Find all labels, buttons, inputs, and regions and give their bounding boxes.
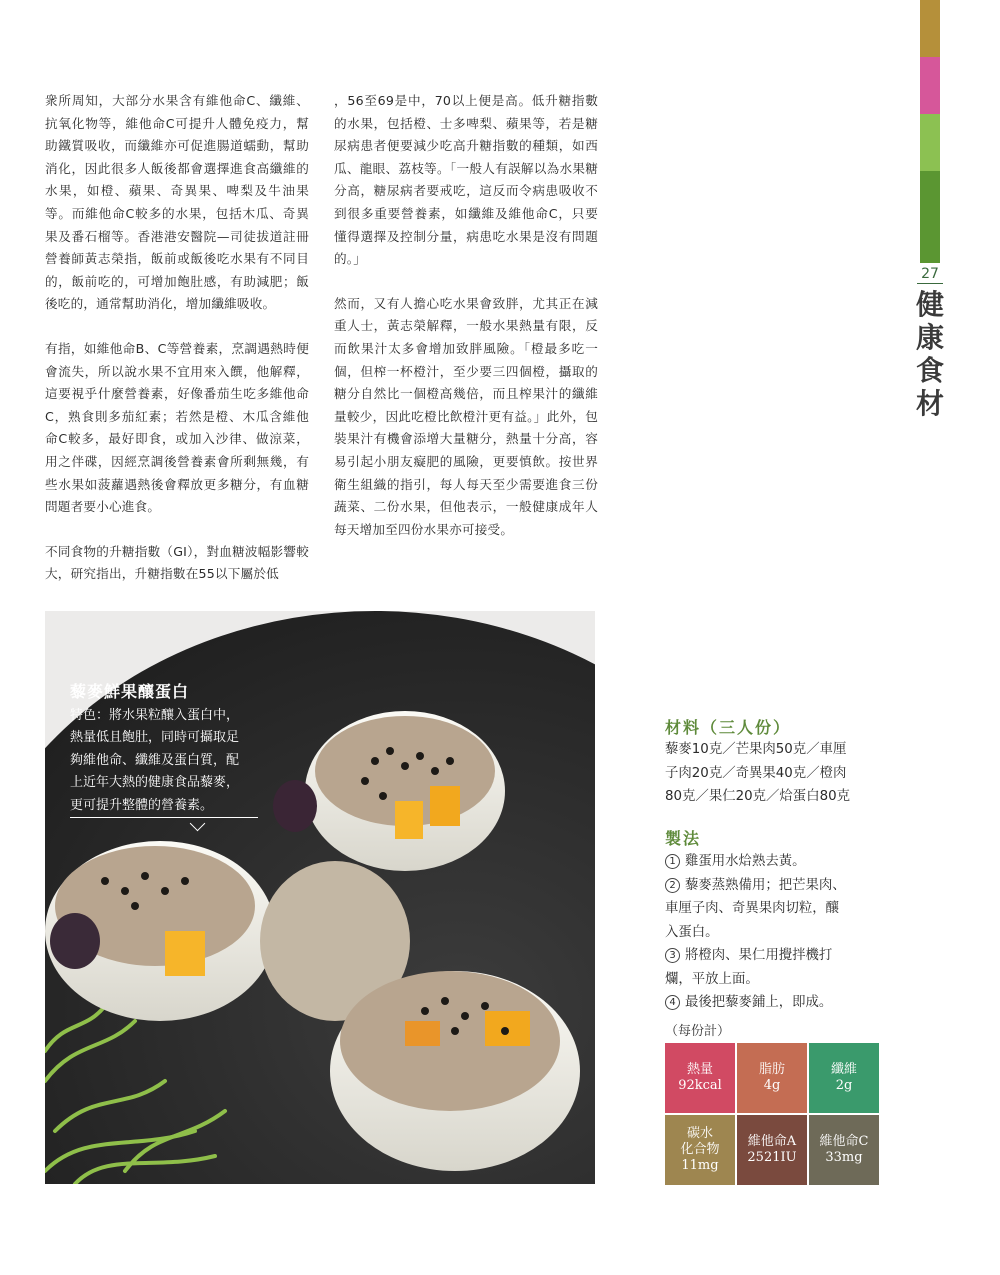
nutrition-cell-calories — [665, 1043, 735, 1113]
color-tab-gold — [920, 0, 940, 57]
step-text: 最後把藜麥鋪上，即成。 — [685, 995, 833, 1010]
article-paragraph: 然而，又有人擔心吃水果會致胖，尤其正在減重人士，黃志榮解釋，一般水果熱量有限，反而飲果汁太多會增加致胖風險。「橙最多吃一個，但榨一杯橙汁，至少要三四個橙，攝取的糖分自然比一個橙高幾倍，而且榨果汁的纖維量較少，因此吃橙比飲橙汁更有益。」此外，包裝果汁有機會添增大量糖分，熱量十分高，容易引起小朋友癡肥的風險，更要慎飲。按世界衛生組織的指引，每人每天至少需要進食三份蔬菜、二份水果，但他表示，一般健康成年人每天增加至四份水果亦可接受。 — [334, 295, 598, 537]
method-title: 製法 — [665, 829, 702, 848]
step-text: 爛，平放上面。 — [665, 971, 759, 987]
method-step — [665, 991, 870, 1015]
nutrition-label: 脂肪 — [758, 1062, 785, 1077]
per-serving-label: （每份計） — [665, 1024, 731, 1039]
step-text: 車厘子肉、奇異果肉切粒，釀 — [665, 901, 840, 916]
materials-line: 子肉20克／奇異果40克／橙肉 — [665, 765, 847, 781]
dish-photo — [45, 611, 595, 1184]
nutrition-label: 碳水 — [686, 1126, 713, 1141]
method-steps — [665, 850, 870, 1015]
materials-line: 80克／果仁20克／烚蛋白80克 — [665, 789, 851, 804]
method-step — [665, 874, 870, 945]
method-step — [665, 944, 870, 991]
caption-title: 藜麥鮮果釀蛋白 — [70, 682, 190, 701]
materials-title: 材料（三人份） — [665, 718, 792, 737]
step-number-icon: 2 — [665, 878, 680, 893]
nutrition-cell-fiber — [809, 1043, 879, 1113]
nutrition-cell-carbs — [665, 1115, 735, 1185]
caption-line: 更可提升整體的營養素。 — [70, 797, 214, 813]
nutrition-value: 2g — [835, 1078, 853, 1093]
caption-line: 特色：將水果粒釀入蛋白中， — [70, 707, 240, 723]
article-column-2 — [334, 90, 598, 563]
section-title-char: 康 — [915, 321, 944, 354]
materials-list — [665, 738, 865, 809]
article-column-1 — [45, 90, 309, 608]
nutrition-label: 化合物 — [680, 1142, 720, 1157]
section-title — [912, 288, 948, 420]
step-text: 雞蛋用水烚熟去黃。 — [685, 854, 806, 869]
nutrition-value: 11mg — [681, 1158, 719, 1173]
nutrition-cell-vitamin-a — [737, 1115, 807, 1185]
nutrition-value: 2521IU — [747, 1150, 797, 1165]
article-paragraph: 衆所周知，大部分水果含有維他命C、纖維、抗氧化物等，維他命C可提升人體免疫力，幫助鐵質吸收，而纖維亦可促進腸道蠕動，幫助消化，因此很多人飯後都會選擇進食高纖維的水果，如橙、蘋果、奇異果、啤梨及牛油果等。而維他命C較多的水果，包括木瓜、奇異果及番石榴等。香港港安醫院—司徒拔道註冊營養師黃志榮指，飯前或飯後吃水果有不同目的，飯前吃的，可增加飽肚感，有助減肥；飯後吃的，通常幫助消化，增加纖維吸收。 — [45, 93, 309, 312]
nutrition-label: 纖維 — [830, 1062, 857, 1077]
step-number-icon: 4 — [665, 995, 680, 1010]
article-paragraph: 有指，如維他命B、C等營養素，烹調遇熱時便會流失，所以說水果不宜用來入饌，他解釋，這要視乎什麼營養素，好像番茄生吃多維他命C，熟食則多茄紅素；若然是橙、木瓜含維他命C較多，最好即食，或加入沙律、做涼菜，用之伴碟，因經烹調後營養素會所剩無幾，有些水果如菠蘿遇熱後會釋放更多糖分，有血糖問題者要小心進食。 — [45, 340, 309, 515]
photo-caption — [70, 681, 260, 817]
step-number-icon: 3 — [665, 948, 680, 963]
nutrition-value: 4g — [763, 1078, 781, 1093]
caption-line: 上近年大熱的健康食品藜麥， — [70, 775, 240, 790]
method-step — [665, 850, 870, 874]
nutrition-label: 熱量 — [686, 1062, 713, 1077]
nutrition-cell-fat — [737, 1043, 807, 1113]
color-tab-lime — [920, 114, 940, 171]
nutrition-value: 33mg — [825, 1150, 863, 1165]
article-paragraph: 不同食物的升糖指數（GI），對血糖波幅影響較大，研究指出，升糖指數在55以下屬於低 — [45, 543, 309, 582]
caption-line: 夠維他命、纖維及蛋白質，配 — [70, 752, 240, 768]
nutrition-value: 92kcal — [678, 1078, 722, 1093]
caption-underline — [70, 817, 258, 818]
section-title-char: 材 — [915, 387, 944, 420]
section-title-char: 食 — [915, 354, 944, 387]
page-number: 27 — [917, 266, 943, 284]
nutrition-label: 維他命A — [747, 1134, 797, 1149]
color-tab-green — [920, 171, 940, 263]
step-number-icon: 1 — [665, 854, 680, 869]
step-text: 將橙肉、果仁用攪拌機打 — [685, 948, 833, 963]
caption-line: 熱量低且飽肚，同時可攝取足 — [70, 730, 240, 745]
materials-line: 藜麥10克／芒果肉50克／車厘 — [665, 742, 847, 757]
color-tab-pink — [920, 57, 940, 114]
nutrition-cell-vitamin-c — [809, 1115, 879, 1185]
step-text: 入蛋白。 — [665, 924, 719, 940]
article-paragraph: ，56至69是中，70以上便是高。低升糖指數的水果，包括橙、士多啤梨、蘋果等，若是糖尿病患者便要減少吃高升糖指數的種類，如西瓜、龍眼、荔枝等。「一般人有誤解以為水果糖分高，糖尿病者要戒吃，這反而令病患吸收不到很多重要營養素，如纖維及維他命C，只要懂得選擇及控制分量，病患吃水果是沒有問題的。」 — [334, 93, 598, 267]
step-text: 藜麥蒸熟備用；把芒果肉、 — [685, 877, 846, 893]
nutrition-label: 維他命C — [819, 1134, 869, 1149]
section-title-char: 健 — [915, 288, 944, 321]
